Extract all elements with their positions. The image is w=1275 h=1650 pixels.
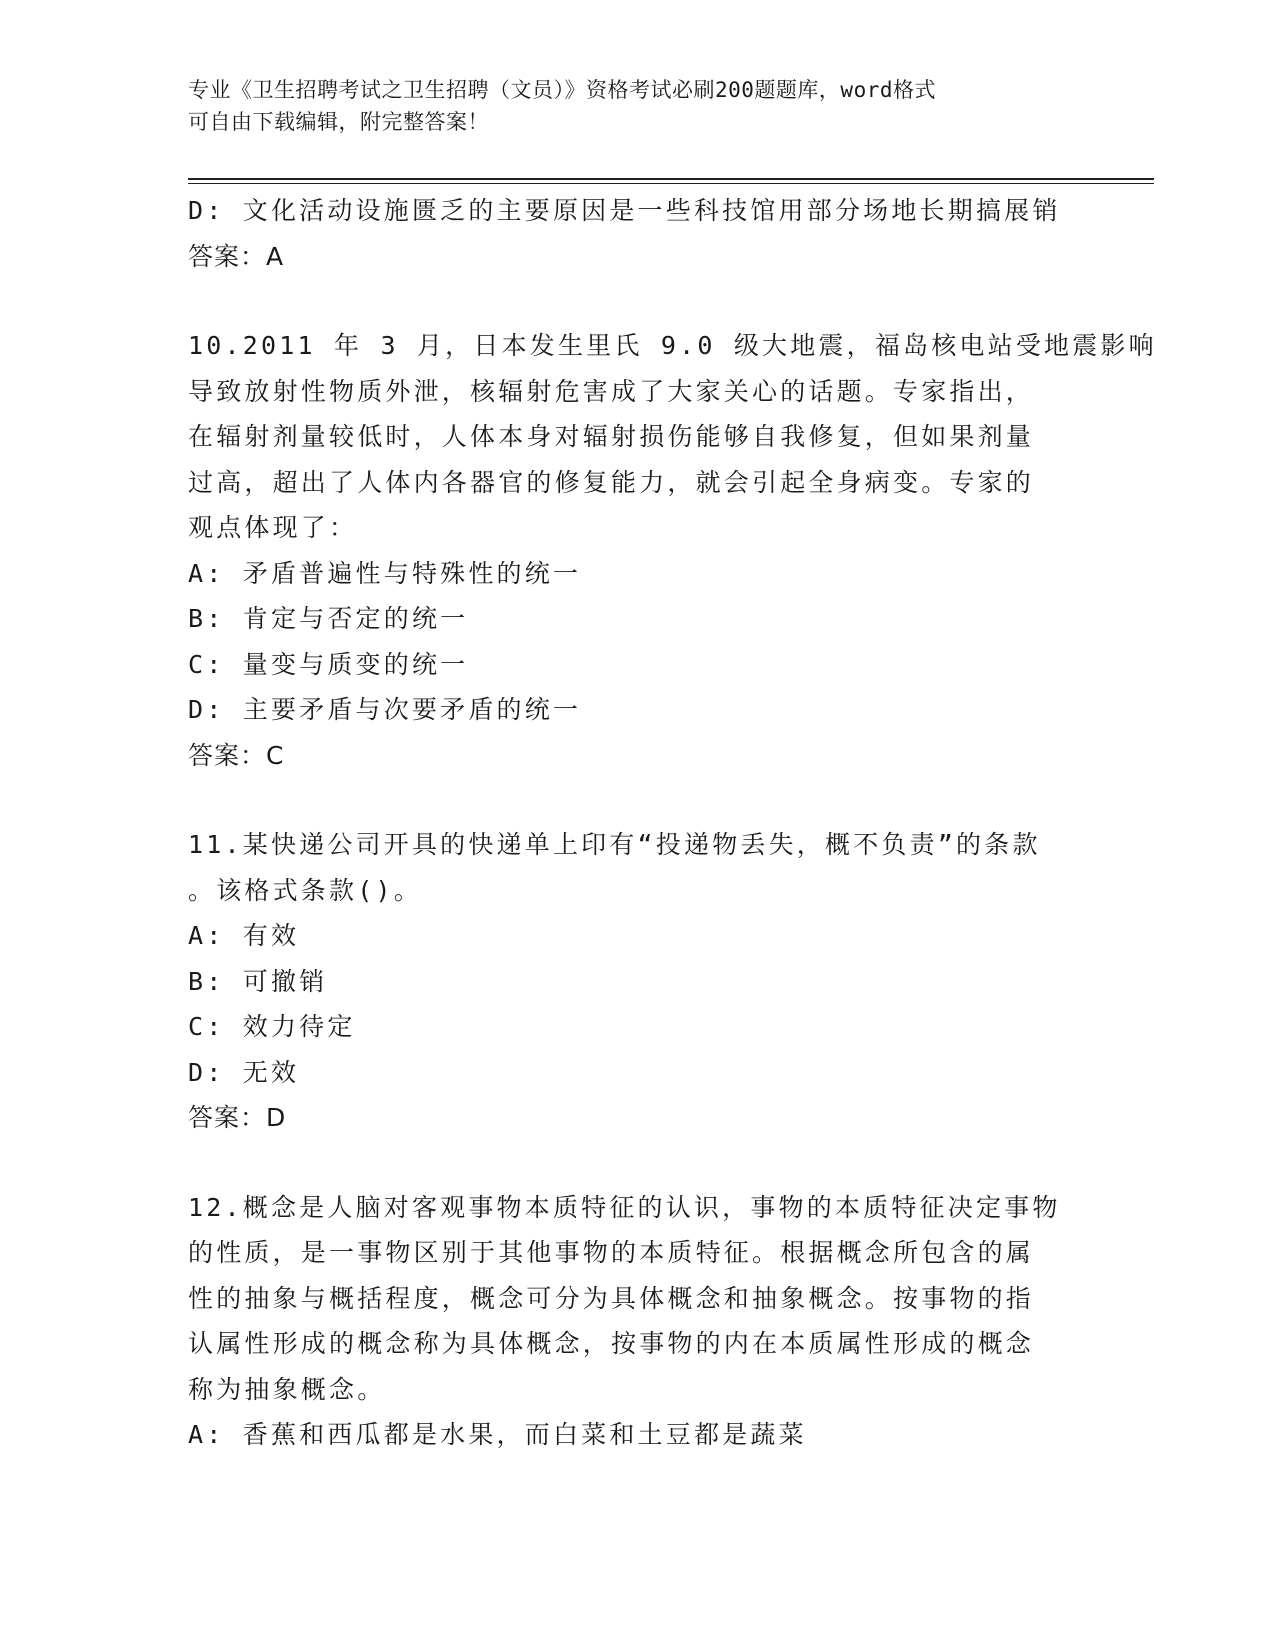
question-12-stem-line: 性的抽象与概括程度，概念可分为具体概念和抽象概念。按事物的指 [188, 1283, 1035, 1313]
question-10-stem-line: 在辐射剂量较低时，人体本身对辐射损伤能够自我修复，但如果剂量 [188, 422, 1035, 451]
question-11-stem-line: 11.某快递公司开具的快递单上印有“投递物丢失，概不负责”的条款 [188, 830, 1041, 859]
question-10-option-d: D: 主要矛盾与次要矛盾的统一 [188, 695, 582, 724]
question-10-stem-line: 10.2011 年 3 月，日本发生里氏 9.0 级大地震，福岛核电站受地震影响 [188, 331, 1157, 360]
header-title-line-1: 专业《卫生招聘考试之卫生招聘（文员）》资格考试必刷200题题库，word格式 [188, 78, 936, 102]
question-11-answer: 答案：D [188, 1103, 287, 1132]
question-10 [188, 323, 1157, 778]
question-10-option-c: C: 量变与质变的统一 [188, 649, 469, 679]
question-12 [188, 1185, 1088, 1458]
question-12-stem-line: 认属性形成的概念称为具体概念，按事物的内在本质属性形成的概念 [188, 1329, 1035, 1358]
question-9-option-d: D: 文化活动设施匮乏的主要原因是一些科技馆用部分场地长期搞展销 [188, 196, 1061, 225]
question-9-tail [188, 188, 1088, 279]
question-10-answer: 答案：C [188, 740, 285, 770]
question-11-stem-line: 。该格式条款()。 [188, 875, 422, 905]
spacer [188, 279, 1088, 323]
question-12-stem-line: 12.概念是人脑对客观事物本质特征的认识，事物的本质特征决定事物 [188, 1192, 1061, 1222]
spacer [188, 778, 1088, 822]
question-12-stem-line: 称为抽象概念。 [188, 1374, 386, 1404]
header-title-line-2: 可自由下载编辑，附完整答案！ [188, 110, 489, 134]
question-10-option-a: A: 矛盾普遍性与特殊性的统一 [188, 558, 582, 588]
document-header [188, 74, 1088, 138]
header-divider-thick [188, 178, 1154, 180]
spacer [188, 1141, 1088, 1185]
question-11-option-b: B: 可撤销 [188, 966, 328, 996]
question-10-stem-line: 导致放射性物质外泄，核辐射危害成了大家关心的话题。专家指出， [188, 376, 1035, 406]
question-11 [188, 822, 1088, 1141]
question-11-option-a: A: 有效 [188, 921, 300, 950]
question-12-option-a: A: 香蕉和西瓜都是水果，而白菜和土豆都是蔬菜 [188, 1420, 807, 1449]
document-body [188, 188, 1157, 1458]
question-10-option-b: B: 肯定与否定的统一 [188, 604, 469, 633]
question-9-answer: 答案：A [188, 241, 285, 271]
question-10-stem-line: 观点体现了： [188, 513, 358, 542]
question-10-stem-line: 过高，超出了人体内各器官的修复能力，就会引起全身病变。专家的 [188, 467, 1035, 497]
header-divider-thin [188, 183, 1154, 184]
question-12-stem-line: 的性质，是一事物区别于其他事物的本质特征。根据概念所包含的属 [188, 1238, 1035, 1267]
question-11-option-c: C: 效力待定 [188, 1012, 356, 1041]
question-11-option-d: D: 无效 [188, 1057, 300, 1087]
